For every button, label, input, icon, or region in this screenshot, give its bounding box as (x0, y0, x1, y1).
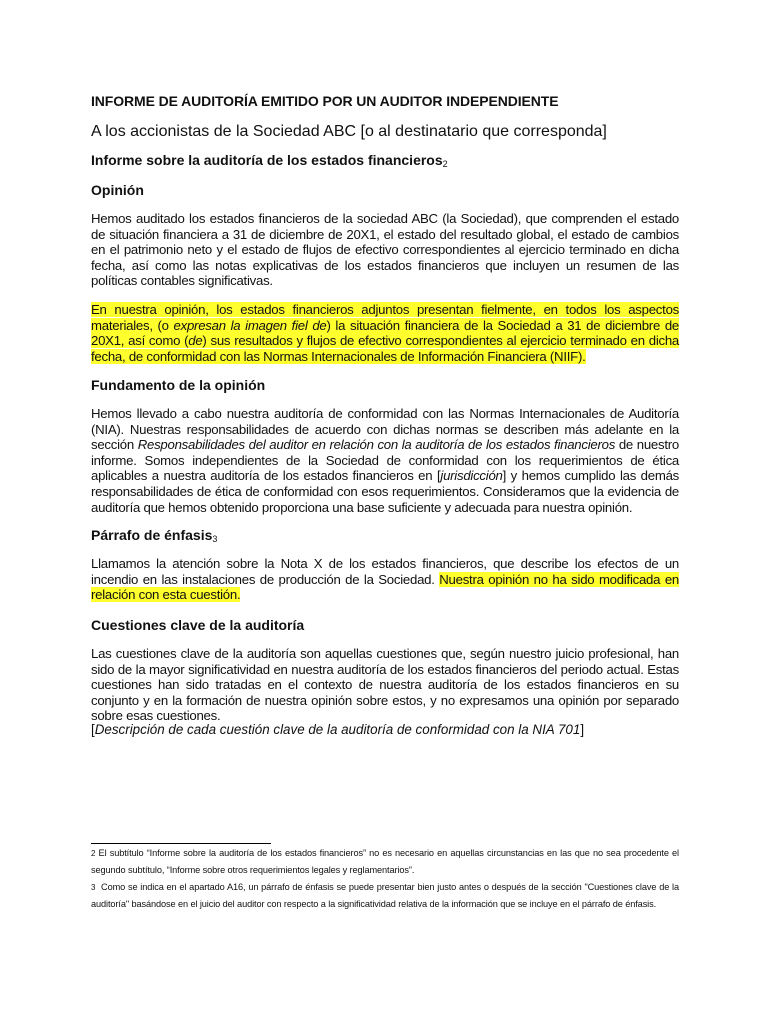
emphasis-heading (91, 527, 217, 544)
opinion-paragraph-1: Hemos auditado los estados financieros de la sociedad ABC (la Sociedad), que comprenden el estado de situación financiera a 31 de diciembre de 20X1, el estado del resultado global, el estado de cambios en el patrimonio neto y el estado de flujos de efectivo correspondientes al ejercicio terminado en dicha fecha, así como las notas explicativas de los estados financieros que incluyen un resumen de las políticas contables significativas. (91, 211, 679, 289)
opinion-italic-2: de (188, 333, 203, 349)
opinion-text-c: ) sus resultados y flujos de efectivo correspondientes al ejercicio terminado en dicha fecha, de conformidad con las Normas Internacionales de Información Financiera (NIIF). (91, 333, 680, 364)
opinion-paragraph-2 (91, 302, 679, 364)
basis-italic-1: Responsabilidades del auditor en relación con la auditoría de los estados financieros (137, 437, 616, 453)
footnote-ref-2: 2 (442, 159, 448, 169)
emphasis-paragraph (91, 556, 679, 603)
opinion-text-b: ) la situación financiera de la Sociedad a 31 de diciembre de 20X1, así como ( (91, 317, 679, 349)
placeholder-close-bracket: ] (580, 722, 585, 737)
report-section-heading (91, 152, 448, 169)
key-matters-heading: Cuestiones clave de la auditoría (91, 617, 305, 633)
placeholder-open-bracket: [ (91, 722, 95, 737)
key-matters-paragraph: Las cuestiones clave de la auditoría son aquellas cuestiones que, según nuestro juicio profesional, han sido de la mayor significatividad en nuestra auditoría de los estados financieros del periodo actual. Estas cuestiones han sido tratadas en el contexto de nuestra auditoría de los estados financieros en su conjunto y en la formación de nuestra opinión sobre estos, y no expresamos una opinión por separado sobre esas cuestiones. (91, 646, 679, 724)
opinion-heading: Opinión (91, 182, 144, 198)
key-matters-placeholder (91, 722, 584, 737)
footnote-2-number: 2 (91, 849, 96, 858)
footnote-3 (91, 879, 679, 913)
basis-heading: Fundamento de la opinión (91, 377, 266, 393)
footnote-3-text: Como se indica en el apartado A16, un párrafo de énfasis se puede presentar bien justo antes o después de la sección "Cuestiones clave de la auditoría" basándose en el juicio del auditor con respecto a la significatividad relativa de la información que se incluye en el párrafo de énfasis. (91, 882, 680, 909)
emphasis-highlighted-text: Nuestra opinión no ha sido modificada en relación con esta cuestión. (91, 571, 679, 603)
basis-text-c: ] y hemos cumplido las demás responsabilidades de ética de conformidad con esos requerimientos. Consideramos que la evidencia de auditoría que hemos obtenido proporciona una base suficiente y adecuada para nuestra opinión. (91, 468, 679, 515)
report-title: INFORME DE AUDITORÍA EMITIDO POR UN AUDITOR INDEPENDIENTE (91, 93, 559, 109)
emphasis-text: Llamamos la atención sobre la Nota X de los estados financieros, que describe los efectos de un incendio en las instalaciones de producción de la Sociedad. (91, 556, 679, 587)
basis-text-a: Hemos llevado a cabo nuestra auditoría de conformidad con las Normas Internacionales de Auditoría (NIA). Nuestras responsabilidades de acuerdo con dichas normas se describen más adelante en la sección (91, 406, 679, 453)
basis-paragraph (91, 406, 679, 515)
emphasis-heading-text: Párrafo de énfasis (91, 527, 213, 543)
footnote-2 (91, 845, 679, 879)
footnote-2-text: El subtítulo “Informe sobre la auditoría de los estados financieros” no es necesario en aquellas circunstancias en las que no sea procedente el segundo subtítulo, “Informe sobre otros requerimientos legales y reglamentarios”. (91, 848, 679, 875)
footnote-separator (91, 843, 271, 844)
footnote-ref-3: 3 (212, 534, 218, 544)
footnote-3-number: 3 (91, 883, 96, 892)
opinion-italic-1: expresan la imagen fiel de (173, 317, 327, 333)
highlighted-text (91, 302, 679, 364)
addressee-line: A los accionistas de la Sociedad ABC [o al destinatario que corresponda] (91, 123, 607, 140)
opinion-text-a: En nuestra opinión, los estados financieros adjuntos presentan fielmente, en todos los aspectos materiales, (o (91, 302, 679, 333)
basis-italic-2: jurisdicción (440, 468, 503, 484)
report-section-heading-text: Informe sobre la auditoría de los estados financieros (91, 152, 443, 168)
basis-text-b: de nuestro informe. Somos independientes de la Sociedad de conformidad con los requerimientos de ética aplicables a nuestra auditoría de los estados financieros en [ (91, 437, 679, 484)
placeholder-italic-text: Descripción de cada cuestión clave de la auditoría de conformidad con la NIA 701 (94, 722, 581, 737)
